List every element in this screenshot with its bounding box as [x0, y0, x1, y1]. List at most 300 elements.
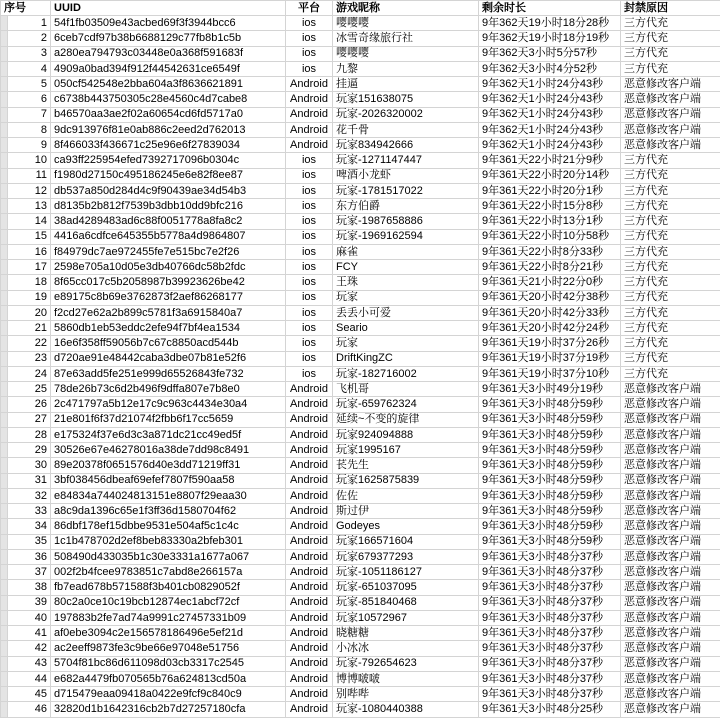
cell-platform[interactable]: Android: [286, 138, 333, 153]
cell-remaining[interactable]: 9年362天19小时18分28秒: [479, 16, 621, 31]
cell-reason[interactable]: 恶意修改客户端: [621, 565, 720, 580]
cell-platform[interactable]: Android: [286, 382, 333, 397]
cell-index[interactable]: 7: [8, 107, 51, 122]
header-cell-nickname[interactable]: 游戏昵称: [333, 1, 479, 16]
cell-nickname[interactable]: 斯过伊: [333, 504, 479, 519]
cell-reason[interactable]: 恶意修改客户端: [621, 626, 720, 641]
cell-remaining[interactable]: 9年362天1小时24分43秒: [479, 122, 621, 137]
cell-platform[interactable]: ios: [286, 16, 333, 31]
cell-remaining[interactable]: 9年361天3小时48分59秒: [479, 443, 621, 458]
cell-uuid[interactable]: f84979dc7ae972455fe7e515bc7e2f26: [51, 244, 286, 259]
cell-remaining[interactable]: 9年361天3小时48分59秒: [479, 504, 621, 519]
cell-remaining[interactable]: 9年361天3小时48分59秒: [479, 458, 621, 473]
table-row: [1, 183, 720, 198]
cell-remaining[interactable]: 9年361天3小时48分37秒: [479, 549, 621, 564]
cell-nickname[interactable]: 玩家-182716002: [333, 366, 479, 381]
cell-uuid[interactable]: 2c471797a5b12e17c9c963c4434e30a4: [51, 397, 286, 412]
cell-platform[interactable]: Android: [286, 488, 333, 503]
cell-reason[interactable]: 三方代充: [621, 290, 720, 305]
header-cell-platform[interactable]: 平台: [286, 1, 333, 16]
cell-index[interactable]: 6: [8, 92, 51, 107]
cell-reason[interactable]: 恶意修改客户端: [621, 595, 720, 610]
cell-reason[interactable]: 恶意修改客户端: [621, 138, 720, 153]
cell-reason[interactable]: 三方代充: [621, 214, 720, 229]
row-margin-cell: [1, 473, 8, 488]
cell-remaining[interactable]: 9年361天19小时37分26秒: [479, 336, 621, 351]
cell-index[interactable]: 1: [8, 16, 51, 31]
cell-uuid[interactable]: 5860db1eb53eddc2efe94f7bf4ea1534: [51, 321, 286, 336]
table-row: [1, 138, 720, 153]
cell-reason[interactable]: 恶意修改客户端: [621, 580, 720, 595]
cell-remaining[interactable]: 9年361天20小时42分24秒: [479, 321, 621, 336]
table-row: [1, 702, 720, 718]
cell-reason[interactable]: 三方代充: [621, 61, 720, 76]
cell-nickname[interactable]: 玩家-1271147447: [333, 153, 479, 168]
cell-reason[interactable]: 恶意修改客户端: [621, 397, 720, 412]
cell-reason[interactable]: 三方代充: [621, 183, 720, 198]
cell-remaining[interactable]: 9年362天19小时18分19秒: [479, 31, 621, 46]
cell-index[interactable]: 32: [8, 488, 51, 503]
cell-reason[interactable]: 恶意修改客户端: [621, 702, 720, 718]
cell-uuid[interactable]: 4416a6cdfce645355b5778a4d9864807: [51, 229, 286, 244]
cell-index[interactable]: 40: [8, 610, 51, 625]
cell-uuid[interactable]: 87e63add5fe251e999d65526843fe732: [51, 366, 286, 381]
cell-remaining[interactable]: 9年361天3小时48分59秒: [479, 519, 621, 534]
cell-reason[interactable]: 三方代充: [621, 229, 720, 244]
cell-platform[interactable]: ios: [286, 46, 333, 61]
cell-remaining[interactable]: 9年361天20小时42分33秒: [479, 305, 621, 320]
cell-platform[interactable]: ios: [286, 290, 333, 305]
cell-platform[interactable]: Android: [286, 397, 333, 412]
table-row: [1, 580, 720, 595]
cell-nickname[interactable]: FCY: [333, 260, 479, 275]
cell-nickname[interactable]: 玩家1625875839: [333, 473, 479, 488]
cell-nickname[interactable]: 玩家834942666: [333, 138, 479, 153]
cell-remaining[interactable]: 9年362天3小时5分57秒: [479, 46, 621, 61]
cell-reason[interactable]: 三方代充: [621, 153, 720, 168]
cell-platform[interactable]: Android: [286, 107, 333, 122]
cell-platform[interactable]: ios: [286, 260, 333, 275]
cell-uuid[interactable]: a280ea794793c03448e0a368f591683f: [51, 46, 286, 61]
cell-index[interactable]: 28: [8, 427, 51, 442]
table-row: [1, 397, 720, 412]
row-margin-cell: [1, 107, 8, 122]
cell-platform[interactable]: Android: [286, 687, 333, 702]
cell-nickname[interactable]: 玩家-1080440388: [333, 702, 479, 718]
cell-nickname[interactable]: 嘤嘤嘤: [333, 16, 479, 31]
cell-platform[interactable]: Android: [286, 412, 333, 427]
cell-platform[interactable]: Android: [286, 504, 333, 519]
cell-platform[interactable]: Android: [286, 77, 333, 92]
cell-uuid[interactable]: 32820d1b1642316cb2b7d27257180cfa: [51, 702, 286, 718]
cell-uuid[interactable]: 1c1b478702d2ef8beb83330a2bfeb301: [51, 534, 286, 549]
cell-remaining[interactable]: 9年361天20小时42分38秒: [479, 290, 621, 305]
cell-reason[interactable]: 恶意修改客户端: [621, 458, 720, 473]
cell-remaining[interactable]: 9年361天3小时48分37秒: [479, 626, 621, 641]
cell-uuid[interactable]: 89e20378f0651576d40e3dd71219ff31: [51, 458, 286, 473]
cell-uuid[interactable]: 38ad4289483ad6c88f0051778a8fa8c2: [51, 214, 286, 229]
cell-nickname[interactable]: 佐佐: [333, 488, 479, 503]
cell-uuid[interactable]: fb7ead678b571588f3b401cb0829052f: [51, 580, 286, 595]
cell-index[interactable]: 30: [8, 458, 51, 473]
cell-platform[interactable]: ios: [286, 168, 333, 183]
cell-reason[interactable]: 恶意修改客户端: [621, 473, 720, 488]
cell-reason[interactable]: 恶意修改客户端: [621, 488, 720, 503]
cell-index[interactable]: 36: [8, 549, 51, 564]
cell-reason[interactable]: 三方代充: [621, 275, 720, 290]
cell-platform[interactable]: ios: [286, 351, 333, 366]
cell-platform[interactable]: Android: [286, 702, 333, 718]
cell-uuid[interactable]: d715479eaa09418a0422e9fcf9c840c9: [51, 687, 286, 702]
cell-nickname[interactable]: 丢丢小可爱: [333, 305, 479, 320]
cell-reason[interactable]: 恶意修改客户端: [621, 641, 720, 656]
cell-platform[interactable]: Android: [286, 549, 333, 564]
cell-nickname[interactable]: 博博啵啵: [333, 671, 479, 686]
cell-nickname[interactable]: 冰雪奇缘旅行社: [333, 31, 479, 46]
cell-index[interactable]: 44: [8, 671, 51, 686]
cell-remaining[interactable]: 9年361天3小时48分37秒: [479, 580, 621, 595]
cell-platform[interactable]: Android: [286, 610, 333, 625]
cell-nickname[interactable]: 东方伯爵: [333, 199, 479, 214]
cell-reason[interactable]: 恶意修改客户端: [621, 427, 720, 442]
cell-uuid[interactable]: db537a850d284d4c9f90439ae34d54b3: [51, 183, 286, 198]
cell-platform[interactable]: Android: [286, 473, 333, 488]
cell-uuid[interactable]: 8f65cc017c5b2058987b39923626be42: [51, 275, 286, 290]
cell-platform[interactable]: Android: [286, 580, 333, 595]
cell-nickname[interactable]: 玩家-1781517022: [333, 183, 479, 198]
cell-nickname[interactable]: 玩家151638075: [333, 92, 479, 107]
cell-reason[interactable]: 三方代充: [621, 168, 720, 183]
cell-remaining[interactable]: 9年362天3小时4分52秒: [479, 61, 621, 76]
cell-platform[interactable]: Android: [286, 641, 333, 656]
cell-reason[interactable]: 三方代充: [621, 305, 720, 320]
cell-reason[interactable]: 恶意修改客户端: [621, 519, 720, 534]
cell-index[interactable]: 19: [8, 290, 51, 305]
table-row: [1, 61, 720, 76]
cell-reason[interactable]: 恶意修改客户端: [621, 687, 720, 702]
cell-uuid[interactable]: 80c2a0ce10c19bcb12874ec1abcf72cf: [51, 595, 286, 610]
cell-uuid[interactable]: 3bf038456dbeaf69efef7807f590aa58: [51, 473, 286, 488]
cell-reason[interactable]: 恶意修改客户端: [621, 107, 720, 122]
cell-uuid[interactable]: 5704f81bc86d611098d03cb3317c2545: [51, 656, 286, 671]
cell-reason[interactable]: 三方代充: [621, 244, 720, 259]
cell-platform[interactable]: ios: [286, 305, 333, 320]
cell-remaining[interactable]: 9年361天3小时48分59秒: [479, 427, 621, 442]
cell-uuid[interactable]: 050cf542548e2bba604a3f8636621891: [51, 77, 286, 92]
cell-uuid[interactable]: 002f2b4fcee9783851c7abd8e266157a: [51, 565, 286, 580]
cell-nickname[interactable]: 嘤嘤嘤: [333, 46, 479, 61]
row-margin-cell: [1, 504, 8, 519]
cell-remaining[interactable]: 9年361天3小时48分37秒: [479, 610, 621, 625]
table-row: [1, 534, 720, 549]
cell-reason[interactable]: 恶意修改客户端: [621, 671, 720, 686]
cell-remaining[interactable]: 9年361天21小时22分0秒: [479, 275, 621, 290]
cell-index[interactable]: 16: [8, 244, 51, 259]
cell-platform[interactable]: ios: [286, 199, 333, 214]
cell-uuid[interactable]: 54f1fb03509e43acbed69f3f3944bcc6: [51, 16, 286, 31]
table-row: [1, 366, 720, 381]
cell-remaining[interactable]: 9年361天3小时48分37秒: [479, 671, 621, 686]
cell-uuid[interactable]: c6738b443750305c28e4560c4d7cabe8: [51, 92, 286, 107]
cell-nickname[interactable]: 玩家-1969162594: [333, 229, 479, 244]
cell-platform[interactable]: Android: [286, 427, 333, 442]
cell-index[interactable]: 45: [8, 687, 51, 702]
cell-nickname[interactable]: 玩家-1987658886: [333, 214, 479, 229]
cell-index[interactable]: 14: [8, 214, 51, 229]
cell-index[interactable]: 41: [8, 626, 51, 641]
row-margin-cell: [1, 641, 8, 656]
cell-nickname[interactable]: Godeyes: [333, 519, 479, 534]
cell-index[interactable]: 34: [8, 519, 51, 534]
cell-platform[interactable]: ios: [286, 336, 333, 351]
cell-nickname[interactable]: 玩家-659762324: [333, 397, 479, 412]
cell-uuid[interactable]: 2598e705a10d05e3db40766dc58b2fdc: [51, 260, 286, 275]
cell-platform[interactable]: Android: [286, 534, 333, 549]
cell-uuid[interactable]: 30526e67e46278016a38de7dd98c8491: [51, 443, 286, 458]
cell-platform[interactable]: ios: [286, 321, 333, 336]
cell-nickname[interactable]: 玩家166571604: [333, 534, 479, 549]
cell-index[interactable]: 37: [8, 565, 51, 580]
cell-index[interactable]: 35: [8, 534, 51, 549]
cell-platform[interactable]: Android: [286, 671, 333, 686]
cell-index[interactable]: 17: [8, 260, 51, 275]
cell-index[interactable]: 25: [8, 382, 51, 397]
cell-remaining[interactable]: 9年361天22小时8分33秒: [479, 244, 621, 259]
cell-platform[interactable]: Android: [286, 92, 333, 107]
cell-index[interactable]: 10: [8, 153, 51, 168]
cell-nickname[interactable]: 玩家-792654623: [333, 656, 479, 671]
cell-nickname[interactable]: 飞机哥: [333, 382, 479, 397]
cell-platform[interactable]: Android: [286, 595, 333, 610]
cell-index[interactable]: 42: [8, 641, 51, 656]
cell-nickname[interactable]: 玩家-2026320002: [333, 107, 479, 122]
cell-remaining[interactable]: 9年361天3小时48分37秒: [479, 641, 621, 656]
header-cell-index[interactable]: 序号: [1, 1, 51, 16]
cell-reason[interactable]: 三方代充: [621, 351, 720, 366]
cell-uuid[interactable]: af0ebe3094c2e156578186496e5ef21d: [51, 626, 286, 641]
cell-platform[interactable]: Android: [286, 626, 333, 641]
cell-reason[interactable]: 三方代充: [621, 321, 720, 336]
cell-nickname[interactable]: 延续~不变的旋律: [333, 412, 479, 427]
cell-uuid[interactable]: a8c9da1396c65e1f3ff36d1580704f62: [51, 504, 286, 519]
cell-remaining[interactable]: 9年361天22小时13分1秒: [479, 214, 621, 229]
cell-nickname[interactable]: 苌先生: [333, 458, 479, 473]
cell-remaining[interactable]: 9年361天3小时49分19秒: [479, 382, 621, 397]
cell-nickname[interactable]: 花千骨: [333, 122, 479, 137]
cell-platform[interactable]: ios: [286, 244, 333, 259]
cell-uuid[interactable]: e89175c8b69e3762873f2aef86268177: [51, 290, 286, 305]
table-row: [1, 412, 720, 427]
cell-platform[interactable]: ios: [286, 366, 333, 381]
cell-platform[interactable]: ios: [286, 153, 333, 168]
cell-nickname[interactable]: 啤酒小龙虾: [333, 168, 479, 183]
cell-platform[interactable]: Android: [286, 565, 333, 580]
cell-nickname[interactable]: 玩家-1051186127: [333, 565, 479, 580]
cell-uuid[interactable]: 4909a0bad394f912f44542631ce6549f: [51, 61, 286, 76]
cell-platform[interactable]: Android: [286, 122, 333, 137]
cell-remaining[interactable]: 9年361天22小时20分1秒: [479, 183, 621, 198]
cell-nickname[interactable]: 玩家-651037095: [333, 580, 479, 595]
cell-index[interactable]: 8: [8, 122, 51, 137]
cell-nickname[interactable]: 小冰冰: [333, 641, 479, 656]
cell-index[interactable]: 13: [8, 199, 51, 214]
cell-index[interactable]: 5: [8, 77, 51, 92]
cell-reason[interactable]: 三方代充: [621, 260, 720, 275]
row-margin-cell: [1, 351, 8, 366]
cell-reason[interactable]: 恶意修改客户端: [621, 412, 720, 427]
cell-remaining[interactable]: 9年361天3小时48分37秒: [479, 595, 621, 610]
cell-reason[interactable]: 恶意修改客户端: [621, 77, 720, 92]
cell-platform[interactable]: Android: [286, 519, 333, 534]
cell-nickname[interactable]: Seario: [333, 321, 479, 336]
cell-uuid[interactable]: d8135b2b812f7539b3dbb10dd9bfc216: [51, 199, 286, 214]
cell-uuid[interactable]: 8f466033f436671c25e96e6f27839034: [51, 138, 286, 153]
cell-uuid[interactable]: b46570aa3ae2f02a60654cd6fd5717a0: [51, 107, 286, 122]
cell-nickname[interactable]: 麻雀: [333, 244, 479, 259]
cell-uuid[interactable]: 78de26b73c6d2b496f9dffa807e7b8e0: [51, 382, 286, 397]
cell-index[interactable]: 22: [8, 336, 51, 351]
cell-nickname[interactable]: 别哔哔: [333, 687, 479, 702]
cell-remaining[interactable]: 9年362天1小时24分43秒: [479, 138, 621, 153]
cell-platform[interactable]: Android: [286, 458, 333, 473]
cell-platform[interactable]: Android: [286, 656, 333, 671]
cell-remaining[interactable]: 9年361天22小时20分14秒: [479, 168, 621, 183]
cell-uuid[interactable]: d720ae91e48442caba3dbe07b81e52f6: [51, 351, 286, 366]
cell-index[interactable]: 39: [8, 595, 51, 610]
cell-index[interactable]: 21: [8, 321, 51, 336]
cell-uuid[interactable]: f2cd27e62a2b899c5781f3a6915840a7: [51, 305, 286, 320]
cell-uuid[interactable]: 6ceb7cdf97b38b6688129c77fb8b1c5b: [51, 31, 286, 46]
cell-index[interactable]: 24: [8, 366, 51, 381]
cell-nickname[interactable]: 玩家924094888: [333, 427, 479, 442]
cell-index[interactable]: 18: [8, 275, 51, 290]
cell-remaining[interactable]: 9年362天1小时24分43秒: [479, 92, 621, 107]
cell-remaining[interactable]: 9年361天22小时8分21秒: [479, 260, 621, 275]
cell-reason[interactable]: 三方代充: [621, 366, 720, 381]
cell-platform[interactable]: ios: [286, 214, 333, 229]
cell-remaining[interactable]: 9年361天22小时10分58秒: [479, 229, 621, 244]
cell-nickname[interactable]: 玩家-851840468: [333, 595, 479, 610]
cell-nickname[interactable]: 九黎: [333, 61, 479, 76]
table-row: [1, 641, 720, 656]
cell-nickname[interactable]: 玩家: [333, 290, 479, 305]
cell-remaining[interactable]: 9年361天3小时48分25秒: [479, 702, 621, 718]
header-cell-remaining[interactable]: 剩余时长: [479, 1, 621, 16]
cell-index[interactable]: 12: [8, 183, 51, 198]
cell-reason[interactable]: 恶意修改客户端: [621, 382, 720, 397]
cell-reason[interactable]: 恶意修改客户端: [621, 92, 720, 107]
cell-nickname[interactable]: 玩家: [333, 336, 479, 351]
cell-platform[interactable]: ios: [286, 31, 333, 46]
cell-remaining[interactable]: 9年361天3小时48分59秒: [479, 473, 621, 488]
cell-uuid[interactable]: ac2eeff9873fe3c9be66e97048e51756: [51, 641, 286, 656]
cell-nickname[interactable]: DriftKingZC: [333, 351, 479, 366]
cell-index[interactable]: 9: [8, 138, 51, 153]
cell-reason[interactable]: 恶意修改客户端: [621, 656, 720, 671]
cell-index[interactable]: 43: [8, 656, 51, 671]
cell-remaining[interactable]: 9年361天22小时15分8秒: [479, 199, 621, 214]
cell-uuid[interactable]: 508490d433035b1c30e3331a1677a067: [51, 549, 286, 564]
cell-nickname[interactable]: 玩家10572967: [333, 610, 479, 625]
cell-remaining[interactable]: 9年362天1小时24分43秒: [479, 77, 621, 92]
cell-index[interactable]: 29: [8, 443, 51, 458]
cell-platform[interactable]: ios: [286, 275, 333, 290]
cell-remaining[interactable]: 9年361天3小时48分37秒: [479, 656, 621, 671]
cell-platform[interactable]: ios: [286, 61, 333, 76]
cell-reason[interactable]: 恶意修改客户端: [621, 549, 720, 564]
header-cell-uuid[interactable]: UUID: [51, 1, 286, 16]
row-margin-cell: [1, 61, 8, 76]
cell-reason[interactable]: 三方代充: [621, 31, 720, 46]
cell-uuid[interactable]: f1980d27150c495186245e6e82f8ee87: [51, 168, 286, 183]
cell-index[interactable]: 3: [8, 46, 51, 61]
header-cell-reason[interactable]: 封禁原因: [621, 1, 720, 16]
cell-uuid[interactable]: e175324f37e6d3c3a871dc21cc49ed5f: [51, 427, 286, 442]
cell-remaining[interactable]: 9年361天3小时48分37秒: [479, 565, 621, 580]
cell-remaining[interactable]: 9年361天3小时48分59秒: [479, 534, 621, 549]
cell-nickname[interactable]: 晓糖糖: [333, 626, 479, 641]
cell-reason[interactable]: 三方代充: [621, 46, 720, 61]
cell-reason[interactable]: 恶意修改客户端: [621, 122, 720, 137]
cell-remaining[interactable]: 9年361天19小时37分19秒: [479, 351, 621, 366]
cell-uuid[interactable]: 21e801f6f37d21074f2fbb6f17cc5659: [51, 412, 286, 427]
cell-reason[interactable]: 恶意修改客户端: [621, 504, 720, 519]
cell-remaining[interactable]: 9年361天22小时21分9秒: [479, 153, 621, 168]
cell-reason[interactable]: 恶意修改客户端: [621, 534, 720, 549]
cell-index[interactable]: 15: [8, 229, 51, 244]
cell-index[interactable]: 46: [8, 702, 51, 718]
cell-index[interactable]: 4: [8, 61, 51, 76]
cell-remaining[interactable]: 9年361天3小时48分59秒: [479, 412, 621, 427]
cell-reason[interactable]: 三方代充: [621, 336, 720, 351]
cell-index[interactable]: 33: [8, 504, 51, 519]
cell-index[interactable]: 38: [8, 580, 51, 595]
cell-reason[interactable]: 三方代充: [621, 199, 720, 214]
cell-uuid[interactable]: e84834a744024813151e8807f29eaa30: [51, 488, 286, 503]
cell-index[interactable]: 26: [8, 397, 51, 412]
cell-uuid[interactable]: e682a4479fb070565b76a624813cd50a: [51, 671, 286, 686]
cell-platform[interactable]: ios: [286, 229, 333, 244]
cell-index[interactable]: 23: [8, 351, 51, 366]
cell-nickname[interactable]: 挂逼: [333, 77, 479, 92]
cell-uuid[interactable]: 86dbf178ef15dbbe9531e504af5c1c4c: [51, 519, 286, 534]
cell-uuid[interactable]: 16e6f358ff59056b7c67c8850acd544b: [51, 336, 286, 351]
cell-index[interactable]: 11: [8, 168, 51, 183]
cell-remaining[interactable]: 9年362天1小时24分43秒: [479, 107, 621, 122]
cell-platform[interactable]: ios: [286, 183, 333, 198]
cell-index[interactable]: 20: [8, 305, 51, 320]
row-margin-cell: [1, 321, 8, 336]
cell-platform[interactable]: Android: [286, 443, 333, 458]
cell-reason[interactable]: 恶意修改客户端: [621, 610, 720, 625]
cell-reason[interactable]: 三方代充: [621, 16, 720, 31]
cell-uuid[interactable]: 9dc913976f81e0ab886c2eed2d762013: [51, 122, 286, 137]
cell-nickname[interactable]: 玩家679377293: [333, 549, 479, 564]
cell-uuid[interactable]: 197883b2fe7ad74a9991c27457331b09: [51, 610, 286, 625]
cell-remaining[interactable]: 9年361天3小时48分37秒: [479, 687, 621, 702]
cell-reason[interactable]: 恶意修改客户端: [621, 443, 720, 458]
cell-uuid[interactable]: ca93ff225954efed7392717096b0304c: [51, 153, 286, 168]
cell-remaining[interactable]: 9年361天19小时37分10秒: [479, 366, 621, 381]
cell-index[interactable]: 31: [8, 473, 51, 488]
cell-index[interactable]: 2: [8, 31, 51, 46]
cell-index[interactable]: 27: [8, 412, 51, 427]
cell-nickname[interactable]: 玩家1995167: [333, 443, 479, 458]
table-row: [1, 504, 720, 519]
cell-remaining[interactable]: 9年361天3小时48分59秒: [479, 488, 621, 503]
cell-remaining[interactable]: 9年361天3小时48分59秒: [479, 397, 621, 412]
cell-nickname[interactable]: 王珠: [333, 275, 479, 290]
